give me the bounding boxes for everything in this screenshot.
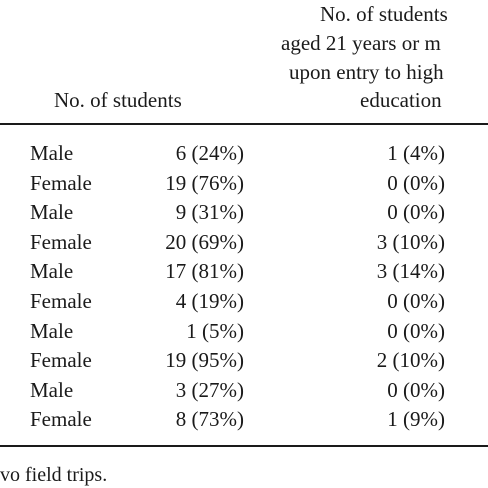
row-students: 9 (31%): [175, 200, 244, 224]
row-students: 3 (27%): [175, 378, 244, 402]
row-mature-students: 3 (14%): [376, 259, 445, 283]
col-header-mature-line-1: No. of students: [320, 2, 448, 26]
row-students: 4 (19%): [175, 289, 244, 313]
row-gender: Male: [30, 319, 74, 343]
row-mature-students: 0 (0%): [387, 200, 445, 224]
row-gender: Male: [30, 259, 74, 283]
row-students: 6 (24%): [175, 141, 244, 165]
table-footnote: vo field trips.: [0, 464, 108, 486]
row-students: 20 (69%): [165, 230, 244, 254]
header-rule: [0, 123, 488, 125]
bottom-rule: [0, 445, 488, 447]
row-students: 17 (81%): [165, 259, 244, 283]
row-gender: Female: [30, 230, 92, 254]
row-mature-students: 0 (0%): [387, 289, 445, 313]
row-mature-students: 3 (10%): [376, 230, 445, 254]
row-gender: Female: [30, 407, 92, 431]
row-gender: Male: [30, 200, 74, 224]
row-gender: Female: [30, 171, 92, 195]
row-mature-students: 0 (0%): [387, 378, 445, 402]
row-students: 19 (95%): [165, 348, 244, 372]
row-students: 19 (76%): [165, 171, 244, 195]
col-header-mature-line-2: aged 21 years or m: [281, 31, 441, 55]
row-mature-students: 1 (4%): [387, 141, 445, 165]
row-mature-students: 2 (10%): [376, 348, 445, 372]
row-students: 1 (5%): [186, 319, 244, 343]
col-header-mature-line-3: upon entry to high: [289, 60, 444, 84]
row-mature-students: 0 (0%): [387, 319, 445, 343]
row-students: 8 (73%): [175, 407, 244, 431]
row-gender: Female: [30, 289, 92, 313]
row-mature-students: 0 (0%): [387, 171, 445, 195]
col-header-mature-line-4: education: [360, 88, 442, 112]
col-header-students: No. of students: [54, 88, 182, 112]
row-gender: Male: [30, 378, 74, 402]
row-gender: Female: [30, 348, 92, 372]
row-gender: Male: [30, 141, 74, 165]
row-mature-students: 1 (9%): [387, 407, 445, 431]
